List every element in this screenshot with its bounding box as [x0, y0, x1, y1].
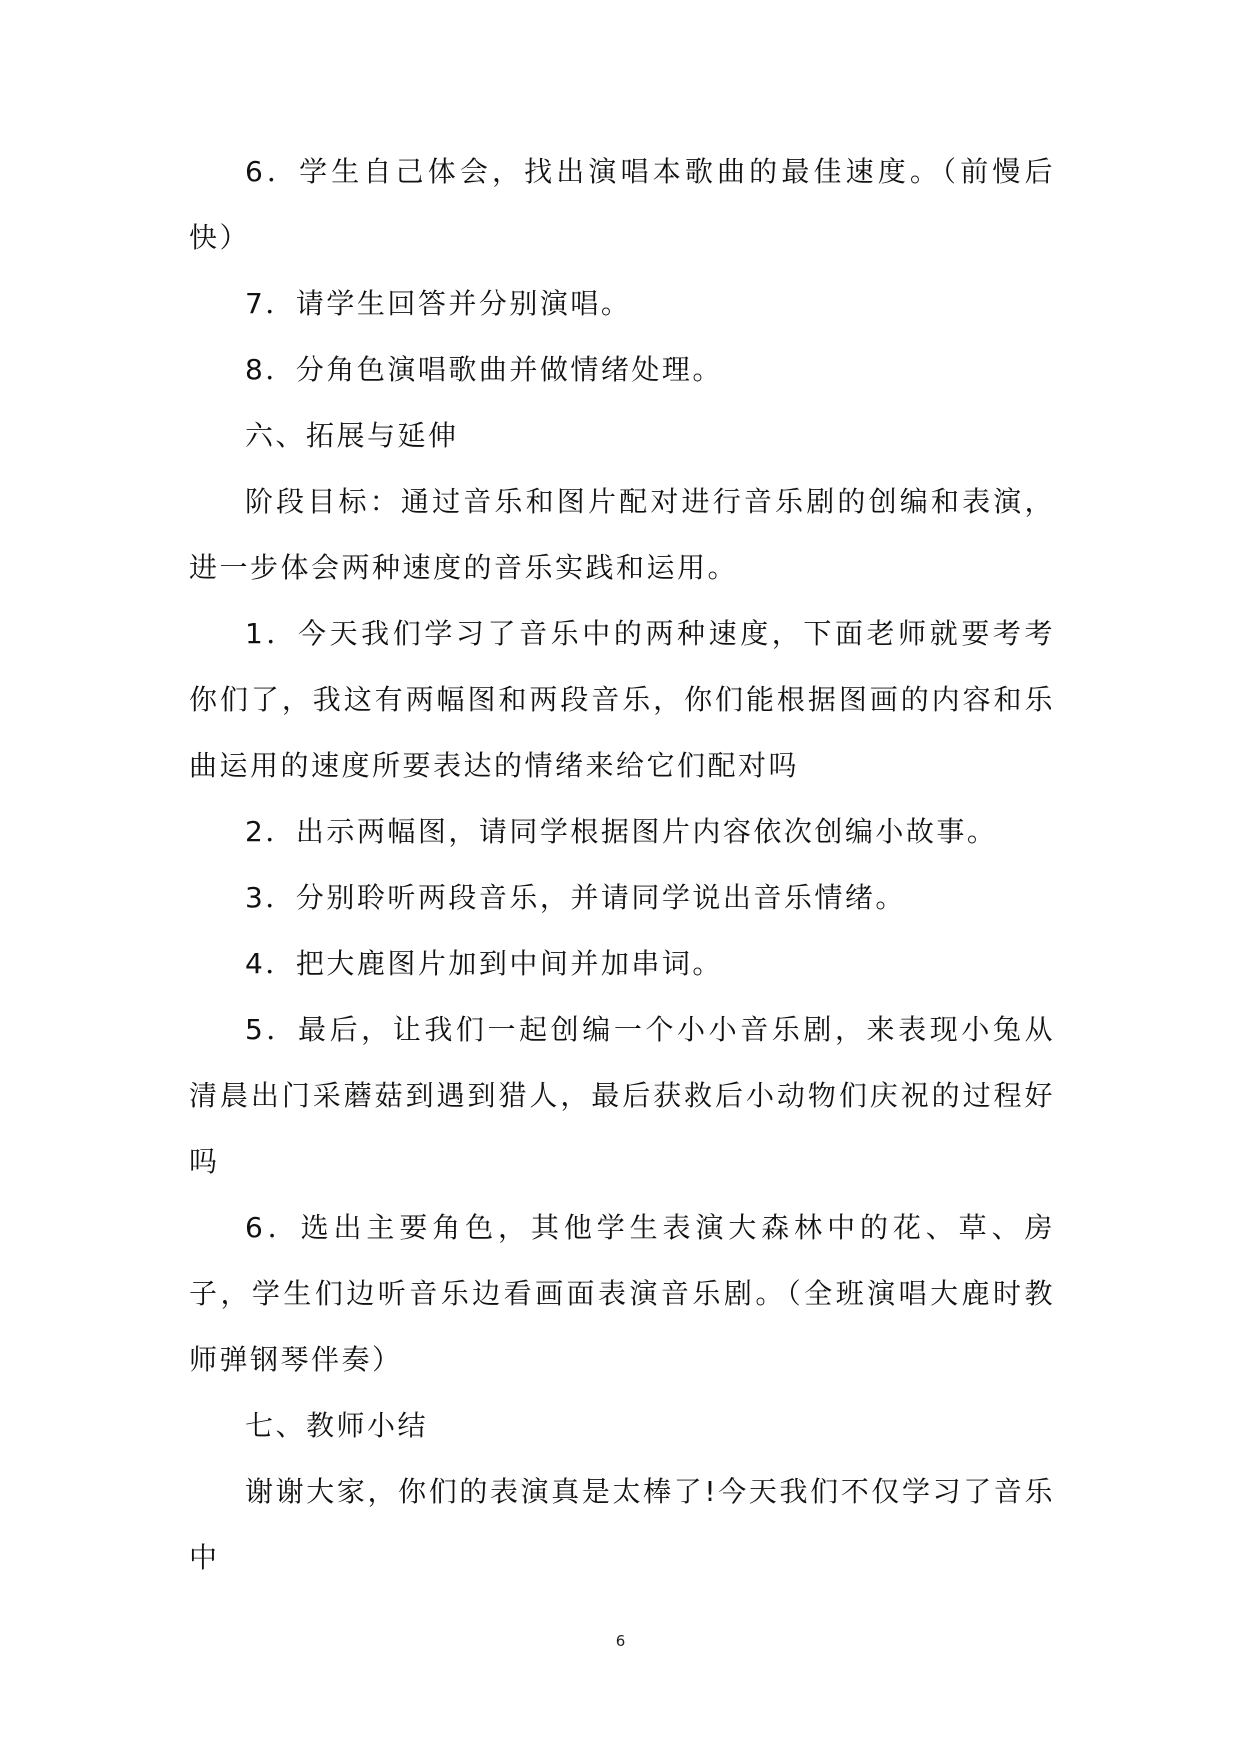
section-heading-summary: 七、教师小结 — [245, 1409, 429, 1442]
paragraph-stage-goal: 阶段目标：通过音乐和图片配对进行音乐剧的创编和表演，进一步体会两种速度的音乐实践和运用。 — [189, 485, 1055, 584]
paragraph-step-6-find-tempo: 6．学生自己体会，找出演唱本歌曲的最佳速度。（前慢后快） — [189, 155, 1055, 254]
section-heading-extension: 六、拓展与延伸 — [245, 419, 459, 452]
page-number: 6 — [615, 1632, 626, 1650]
paragraph-closing: 谢谢大家，你们的表演真是太棒了!今天我们不仅学习了音乐中 — [189, 1475, 1055, 1574]
paragraph-step-8-role-singing: 8．分角色演唱歌曲并做情绪处理。 — [245, 353, 723, 386]
paragraph-item-1-matching: 1．今天我们学习了音乐中的两种速度，下面老师就要考考你们了，我这有两幅图和两段音乐，你们能根据图画的内容和乐曲运用的速度所要表达的情绪来给它们配对吗 — [189, 617, 1055, 782]
paragraph-item-3-listening: 3．分别聆听两段音乐，并请同学说出音乐情绪。 — [245, 881, 906, 914]
paragraph-step-7-answer-sing: 7．请学生回答并分别演唱。 — [245, 287, 632, 320]
paragraph-item-5-musical: 5．最后，让我们一起创编一个小小音乐剧，来表现小兔从清晨出门采蘑菇到遇到猎人，最后获救后小动物们庆祝的过程好吗 — [189, 1013, 1055, 1178]
paragraph-item-6-roles: 6．选出主要角色，其他学生表演大森林中的花、草、房子，学生们边听音乐边看画面表演音乐剧。（全班演唱大鹿时教师弹钢琴伴奏） — [189, 1211, 1055, 1376]
paragraph-item-2-pictures: 2．出示两幅图，请同学根据图片内容依次创编小故事。 — [245, 815, 998, 848]
document-body — [189, 139, 1055, 1591]
paragraph-item-4-deer: 4．把大鹿图片加到中间并加串词。 — [245, 947, 723, 980]
